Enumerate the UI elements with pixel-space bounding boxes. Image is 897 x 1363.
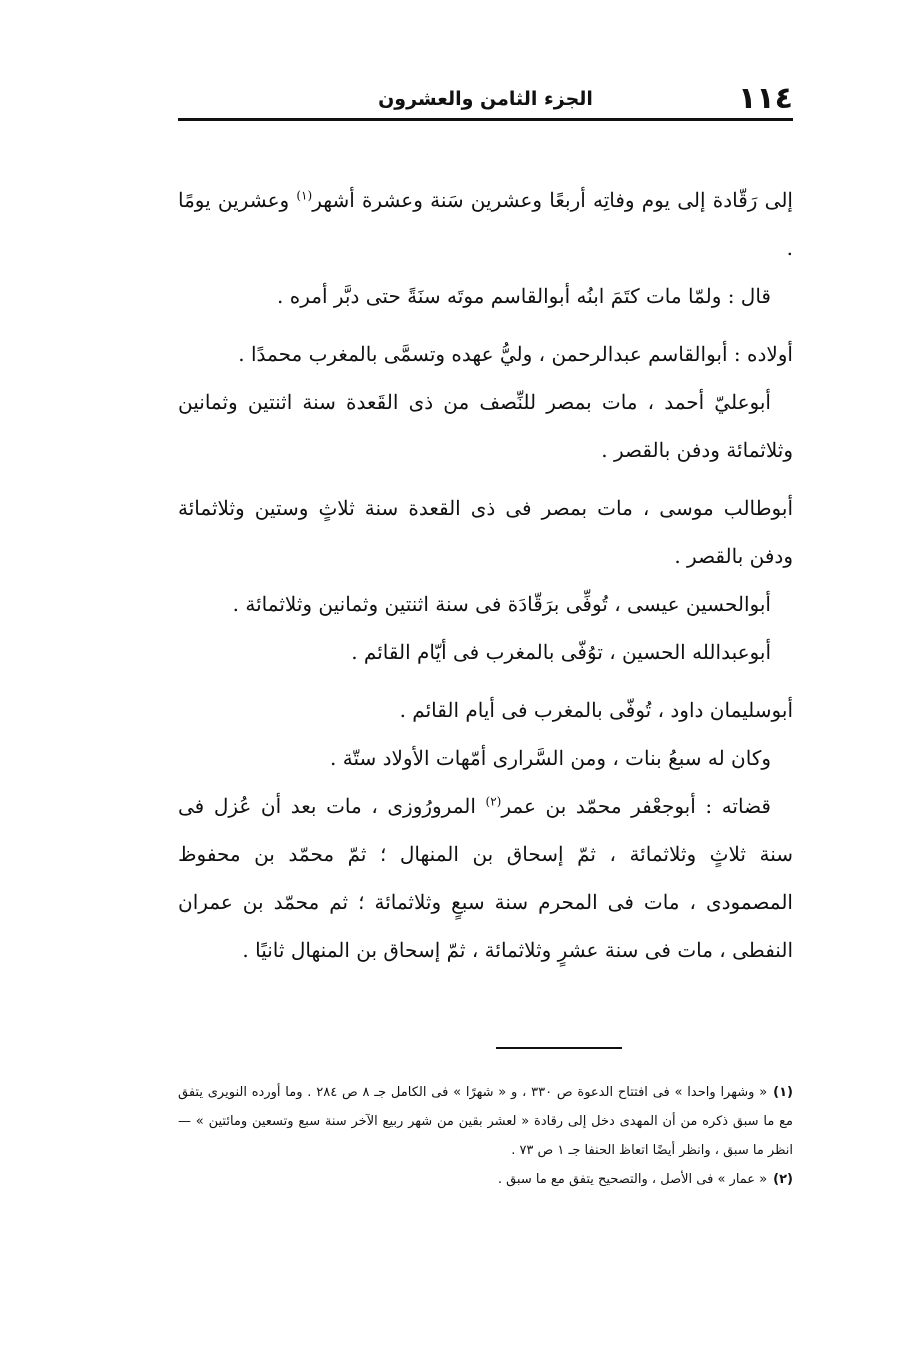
- running-title: الجزء الثامن والعشرون: [378, 88, 593, 110]
- footnote-2-text: « عمار » فى الأصل ، والتصحيح يتفق مع ما سبق .: [497, 1172, 768, 1187]
- page-number: ١١٤: [738, 81, 793, 116]
- footnote-1-mark: (١): [773, 1085, 793, 1100]
- paragraph-child-abu-ali: أبوعليّ أحمد ، مات بمصر للنِّصف من ذى القَعدة سنة اثنتين وثمانين وثلاثمائة ودفن بالقصر .: [178, 390, 793, 462]
- paragraph-death-concealed: قال : ولمّا مات كتَمَ ابنُه أبوالقاسم موتَه سنَةً حتى دبَّر أمره .: [277, 284, 771, 308]
- paragraph-reign-duration: إلى رَقّادة إلى يوم وفاتِه أربعًا وعشرين سَنة وعشرة أشهر$^{(١)}$ وعشرين يومًا .: [178, 188, 793, 260]
- page-header: [178, 80, 793, 118]
- paragraph-judges: قضاته : أبوجعْفر محمّد بن عمر$^{(٢)}$ المرورُوزى ، مات بعد أن عُزل فى سنة ثلاثٍ وثلاثمائة ، ثمّ إسحاق بن المنهال ؛ ثمّ محمّد بن محفوظ المصمودى ، مات فى المحرم سنة سبعٍ وثلاثمائة ؛ ثم محمّد بن عمران النفطى ، مات فى سنة عشرٍ وثلاثمائة ، ثمّ إسحاق بن المنهال ثانيًا .: [178, 794, 793, 962]
- footnote-2: [178, 1165, 793, 1194]
- footnote-1: [178, 1078, 793, 1165]
- footnote-separator: [496, 1047, 622, 1049]
- paragraph-children-heir: أولاده : أبوالقاسم عبدالرحمن ، وليُّ عهده وتسمَّى بالمغرب محمدًا .: [238, 342, 793, 366]
- paragraph-child-abu-abdallah: أبوعبدالله الحسين ، توُفّى بالمغرب فى أيّام القائم .: [351, 640, 771, 664]
- paragraph-child-abu-talib: أبوطالب موسى ، مات بمصر فى ذى القعدة سنة ثلاثٍ وستين وثلاثمائة ودفن بالقصر .: [178, 496, 793, 568]
- paragraph-child-abu-al-husayn: أبوالحسين عيسى ، تُوفِّى برَقّادَة فى سنة اثنتين وثمانين وثلاثمائة .: [232, 592, 771, 616]
- footnote-2-mark: (٢): [773, 1172, 793, 1187]
- footnote-ref-1: (١): [296, 188, 313, 203]
- footnote-1-text: « وشهرا واحدا » فى افتتاح الدعوة ص ٣٣٠ ، و « شهرًا » فى الكامل جـ ٨ ص ٢٨٤ . وما أورده النويرى يتفق مع ما سبق ذكره من أن المهدى دخل إلى رقادة « لعشر بقين من شهر ربيع الآخر سنة سبع وتسعين ومائتين » — انظر ما سبق ، وانظر أيضًا اتعاظ الحنفا جـ ١ ص ٧٣ .: [178, 1085, 793, 1158]
- header-rule: [178, 118, 793, 121]
- paragraph-child-abu-sulayman: أبوسليمان داود ، تُوفّى بالمغرب فى أيام القائم .: [399, 698, 793, 722]
- footnotes: [178, 1078, 793, 1194]
- main-text: [178, 176, 793, 974]
- footnote-ref-2: (٢): [485, 794, 502, 809]
- paragraph-daughters: وكان له سبعُ بنات ، ومن السَّرارى أمّهات الأولاد ستّة .: [330, 746, 771, 770]
